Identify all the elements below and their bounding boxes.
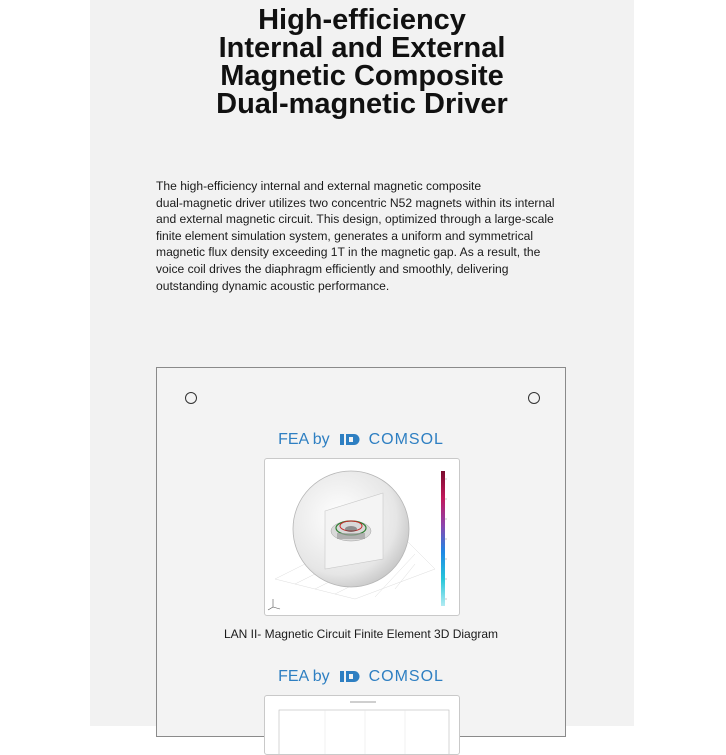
fea-prefix: FEA by xyxy=(278,431,330,448)
product-detail-page xyxy=(90,0,634,726)
fea-brand: COMSOL xyxy=(368,431,444,448)
mounting-hole-icon xyxy=(185,392,197,404)
description-line: The high-efficiency internal and external magnetic composite xyxy=(156,179,482,193)
fea-3d-diagram xyxy=(264,458,460,616)
description-line: magnetic flux density exceeding 1T in the magnetic gap. As a result, the xyxy=(156,245,541,260)
page-title xyxy=(90,6,634,118)
diagram-caption: LAN II- Magnetic Circuit Finite Element 3D Diagram xyxy=(223,627,499,641)
fea-by-comsol-heading xyxy=(157,431,565,449)
description-line: dual-magnetic driver utilizes two concentric N52 magnets within its internal xyxy=(156,195,555,210)
title-line: Magnetic Composite xyxy=(220,60,504,92)
fea-2d-plot-partial xyxy=(264,695,460,755)
fea-prefix: FEA by xyxy=(278,668,330,685)
title-line: Dual-magnetic Driver xyxy=(216,88,508,120)
title-line: High-efficiency xyxy=(258,4,466,36)
mounting-hole-icon xyxy=(528,392,540,404)
comsol-logo-icon xyxy=(340,670,362,683)
magnetic-circuit-sphere-plot xyxy=(265,459,460,616)
comsol-logo-icon xyxy=(340,433,362,446)
fea-brand: COMSOL xyxy=(368,668,444,685)
description-paragraph xyxy=(156,178,576,294)
fea-by-comsol-heading xyxy=(157,668,565,686)
description-line: outstanding dynamic acoustic performance. xyxy=(156,278,390,293)
description-line: voice coil drives the diaphragm efficiently and smoothly, delivering xyxy=(156,261,509,276)
fea-display-panel xyxy=(156,367,566,737)
title-line: Internal and External xyxy=(218,32,506,64)
description-line: and external magnetic circuit. This design, optimized through a large-scale xyxy=(156,212,554,227)
description-line: finite element simulation system, generates a uniform and symmetrical xyxy=(156,228,534,243)
